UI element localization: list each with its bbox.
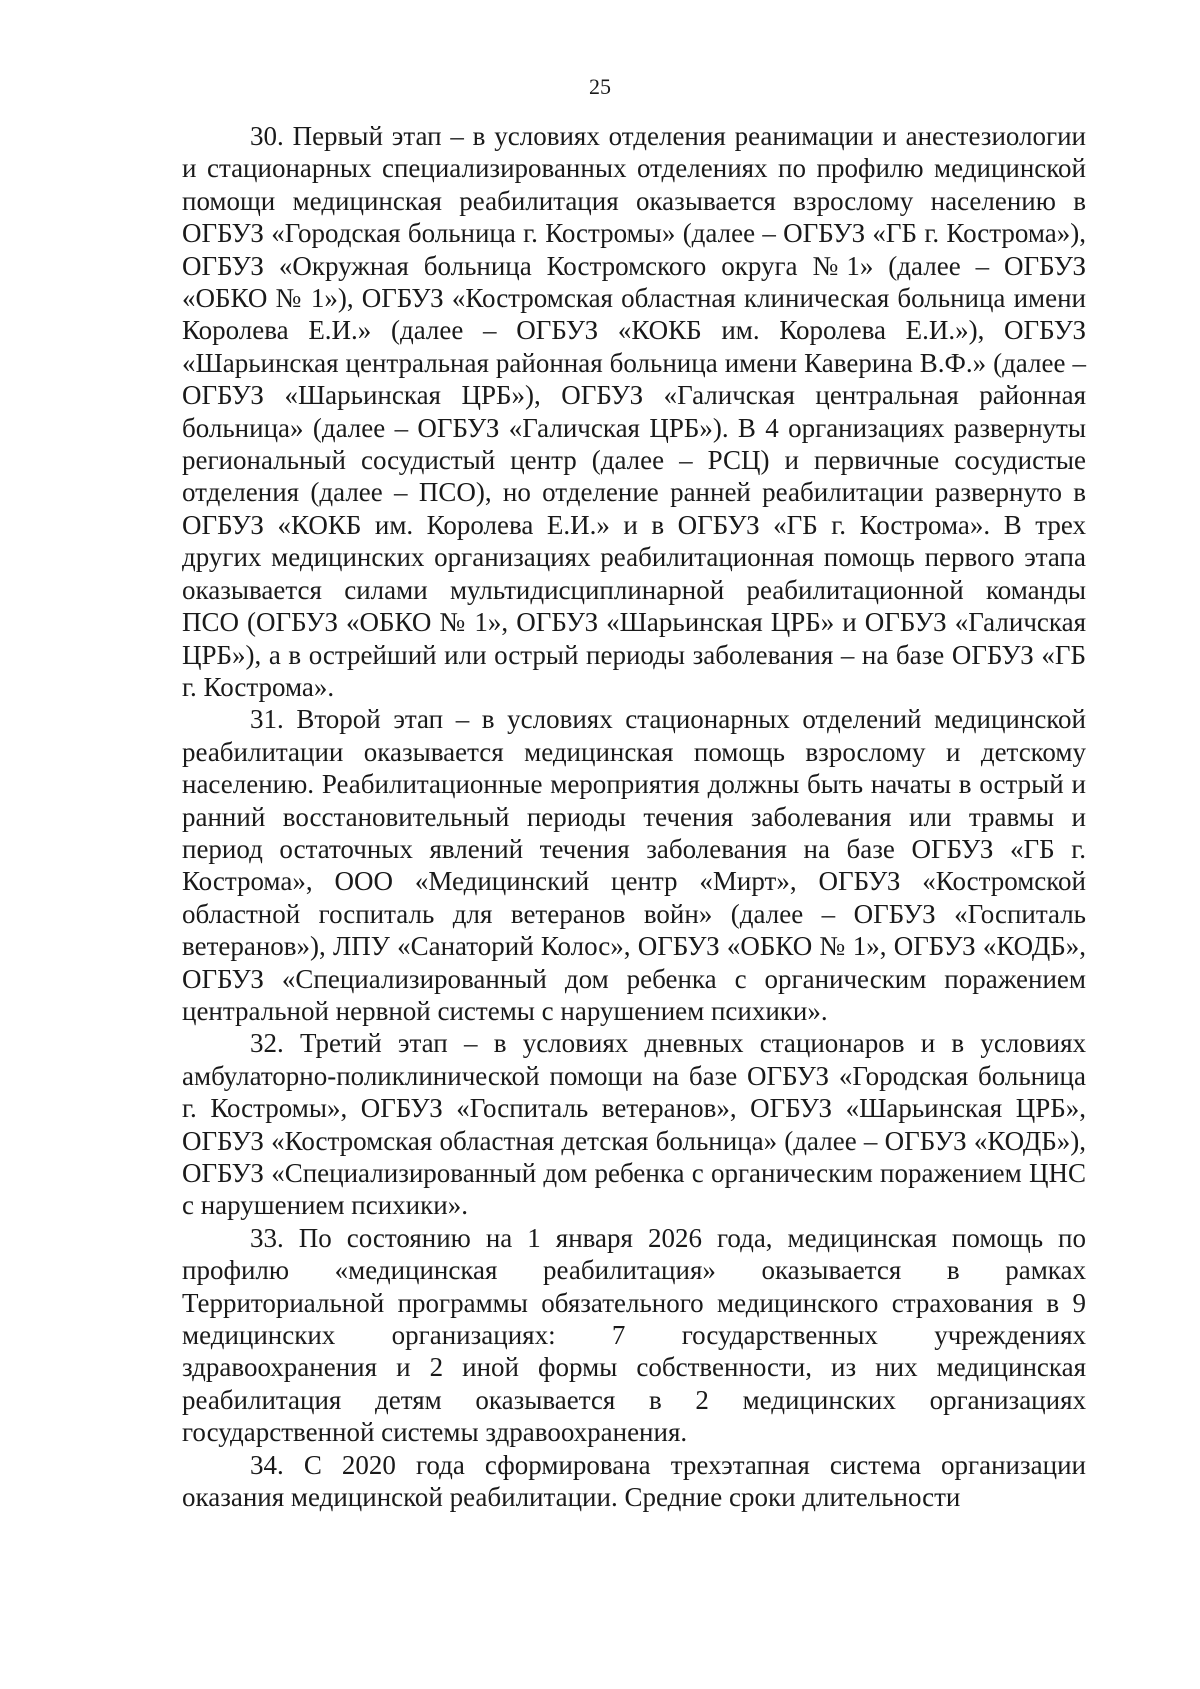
paragraph-32: 32. Третий этап – в условиях дневных стационаров и в условиях амбулаторно-поликлинической помощи на базе ОГБУЗ «Городская больница г. Костромы», ОГБУЗ «Госпиталь ветеранов», ОГБУЗ «Шарьинская ЦРБ», ОГБУЗ «Костромская областная детская больница» (далее – ОГБУЗ «КОДБ»), ОГБУЗ «Специализированный дом ребенка с органическим поражением ЦНС с нарушением психики».	[182, 1028, 1086, 1221]
paragraph-33: 33. По состоянию на 1 января 2026 года, медицинская помощь по профилю «медицинская реабилитация» оказывается в рамках Территориальной программы обязательного медицинского страхования в 9 медицинских организациях: 7 государственных учреждениях здравоохранения и 2 иной формы собственности, из них медицинская реабилитация детям оказывается в 2 медицинских организациях государственной системы здравоохранения.	[182, 1222, 1086, 1448]
document-body	[182, 120, 1086, 1513]
paragraph-34: 34. С 2020 года сформирована трехэтапная система организации оказания медицинской реабилитации. Средние сроки длительности	[182, 1449, 1086, 1513]
paragraph-31: 31. Второй этап – в условиях стационарных отделений медицинской реабилитации оказывается медицинская помощь взрослому и детскому населению. Реабилитационные мероприятия должны быть начаты в острый и ранний восстановительный периоды течения заболевания или травмы и период остаточных явлений течения заболевания на базе ОГБУЗ «ГБ г. Кострома», ООО «Медицинский центр «Мирт», ОГБУЗ «Костромской областной госпиталь для ветеранов войн» (далее – ОГБУЗ «Госпиталь ветеранов»), ЛПУ «Санаторий Колос», ОГБУЗ «ОБКО № 1», ОГБУЗ «КОДБ», ОГБУЗ «Специализированный дом ребенка с органическим поражением центральной нервной системы с нарушением психики».	[182, 704, 1086, 1026]
page-number: 25	[589, 74, 611, 99]
paragraph-30: 30. Первый этап – в условиях отделения реанимации и анестезиологии и стационарных специализированных отделениях по профилю медицинской помощи медицинская реабилитация оказывается взрослому населению в ОГБУЗ «Городская больница г. Костромы» (далее – ОГБУЗ «ГБ г. Кострома»), ОГБУЗ «Окружная больница Костромского округа №1» (далее – ОГБУЗ «ОБКО № 1»), ОГБУЗ «Костромская областная клиническая больница имени Королева Е.И.» (далее – ОГБУЗ «КОКБ им. Королева Е.И.»), ОГБУЗ «Шарьинская центральная районная больница имени Каверина В.Ф.» (далее – ОГБУЗ «Шарьинская ЦРБ»), ОГБУЗ «Галичская центральная районная больница» (далее – ОГБУЗ «Галичская ЦРБ»). В 4 организациях развернуты региональный сосудистый центр (далее – РСЦ) и первичные сосудистые отделения (далее – ПСО), но отделение ранней реабилитации развернуто в ОГБУЗ «КОКБ им. Королева Е.И.» и в ОГБУЗ «ГБ г. Кострома». В трех других медицинских организациях реабилитационная помощь первого этапа оказывается силами мультидисциплинарной реабилитационной команды ПСО (ОГБУЗ «ОБКО № 1», ОГБУЗ «Шарьинская ЦРБ» и ОГБУЗ «Галичская ЦРБ»), а в острейший или острый периоды заболевания – на базе ОГБУЗ «ГБ г. Кострома».	[182, 121, 1086, 702]
